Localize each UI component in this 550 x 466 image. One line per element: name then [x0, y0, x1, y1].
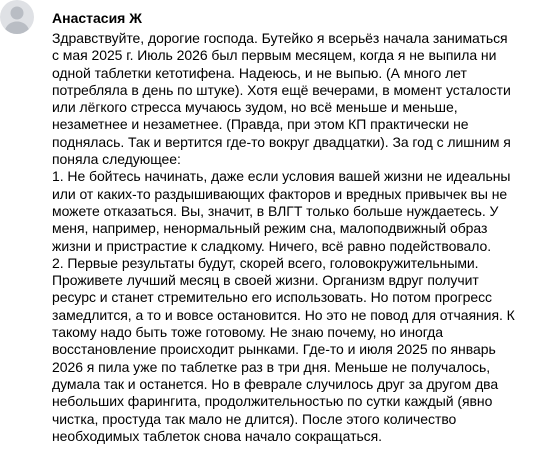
comment-line: незаметнее и незаметнее. (Правда, при этом КП практически не	[52, 116, 469, 133]
comment-line: можете отказаться. Вы, значит, в ВЛГТ только больше нуждаетесь. У	[52, 202, 499, 219]
comment-line: 2. Первые результаты будут, скорей всего, головокружительными.	[52, 254, 479, 271]
comment-line: Проживете лучший месяц в своей жизни. Организм вдруг получит	[52, 272, 479, 289]
comment-line: одной таблетки кетотифена. Надеюсь, и не выпью. (А много лет	[52, 64, 467, 81]
comment-line: необходимых таблеток снова начало сокращаться.	[52, 427, 383, 444]
comment-line: замедлится, а то и вовсе остановится. Но это не повод для отчаяния. К	[52, 306, 515, 323]
comment-line: чистка, простуда так мало не длится). После этого количество	[52, 410, 457, 427]
comment-line: жизни и пристрастие к сладкому. Ничего, всё равно подействовало.	[52, 237, 492, 254]
comment-line: 1. Не бойтесь начинать, даже если условия вашей жизни не идеальны	[52, 168, 511, 185]
comment-line: потребляла в день по штуке). Хотя ещё вечерами, в момент усталости	[52, 81, 511, 98]
comment-line: или от каких-то раздышивающих факторов и вредных привычек вы не	[52, 185, 508, 202]
comment-line: такому надо быть тоже готовому. Не знаю почему, но иногда	[52, 324, 444, 341]
comment-text	[52, 30, 544, 445]
avatar[interactable]	[0, 0, 34, 34]
comment-line: Здравствуйте, дорогие господа. Бутейко я всерьёз начала заниматься	[52, 30, 508, 46]
comment-line: ресурс и станет стремительно его использовать. Но потом прогресс	[52, 289, 493, 306]
comment-line: поняла следующее:	[52, 151, 181, 168]
comment-author[interactable]: Анастасия Ж	[52, 10, 142, 26]
comment-line: с мая 2025 г. Июль 2026 был первым месяцем, когда я не выпила ни	[52, 47, 497, 64]
comment-line: поднялась. Так и вертится где-то вокруг двадцатки). За год с лишним я	[52, 133, 511, 150]
comment-line: восстановление происходит рынками. Где-то и июля 2025 по январь	[52, 341, 496, 358]
comment-line: или лёгкого стресса мучаюсь зудом, но всё меньше и меньше,	[52, 99, 458, 116]
comment-line: думала так и останется. Но в феврале случилось друг за другом два	[52, 375, 499, 392]
user-avatar-icon	[0, 0, 34, 34]
comment-line: небольших фарингита, продолжительностью по сутки каждый (явно	[52, 393, 493, 410]
comment-line: меня, например, ненормальный режим сна, малоподвижный образ	[52, 220, 488, 237]
comment-line: 2026 я пила уже по таблетке раз в три дня. Меньше не получалось,	[52, 358, 491, 375]
